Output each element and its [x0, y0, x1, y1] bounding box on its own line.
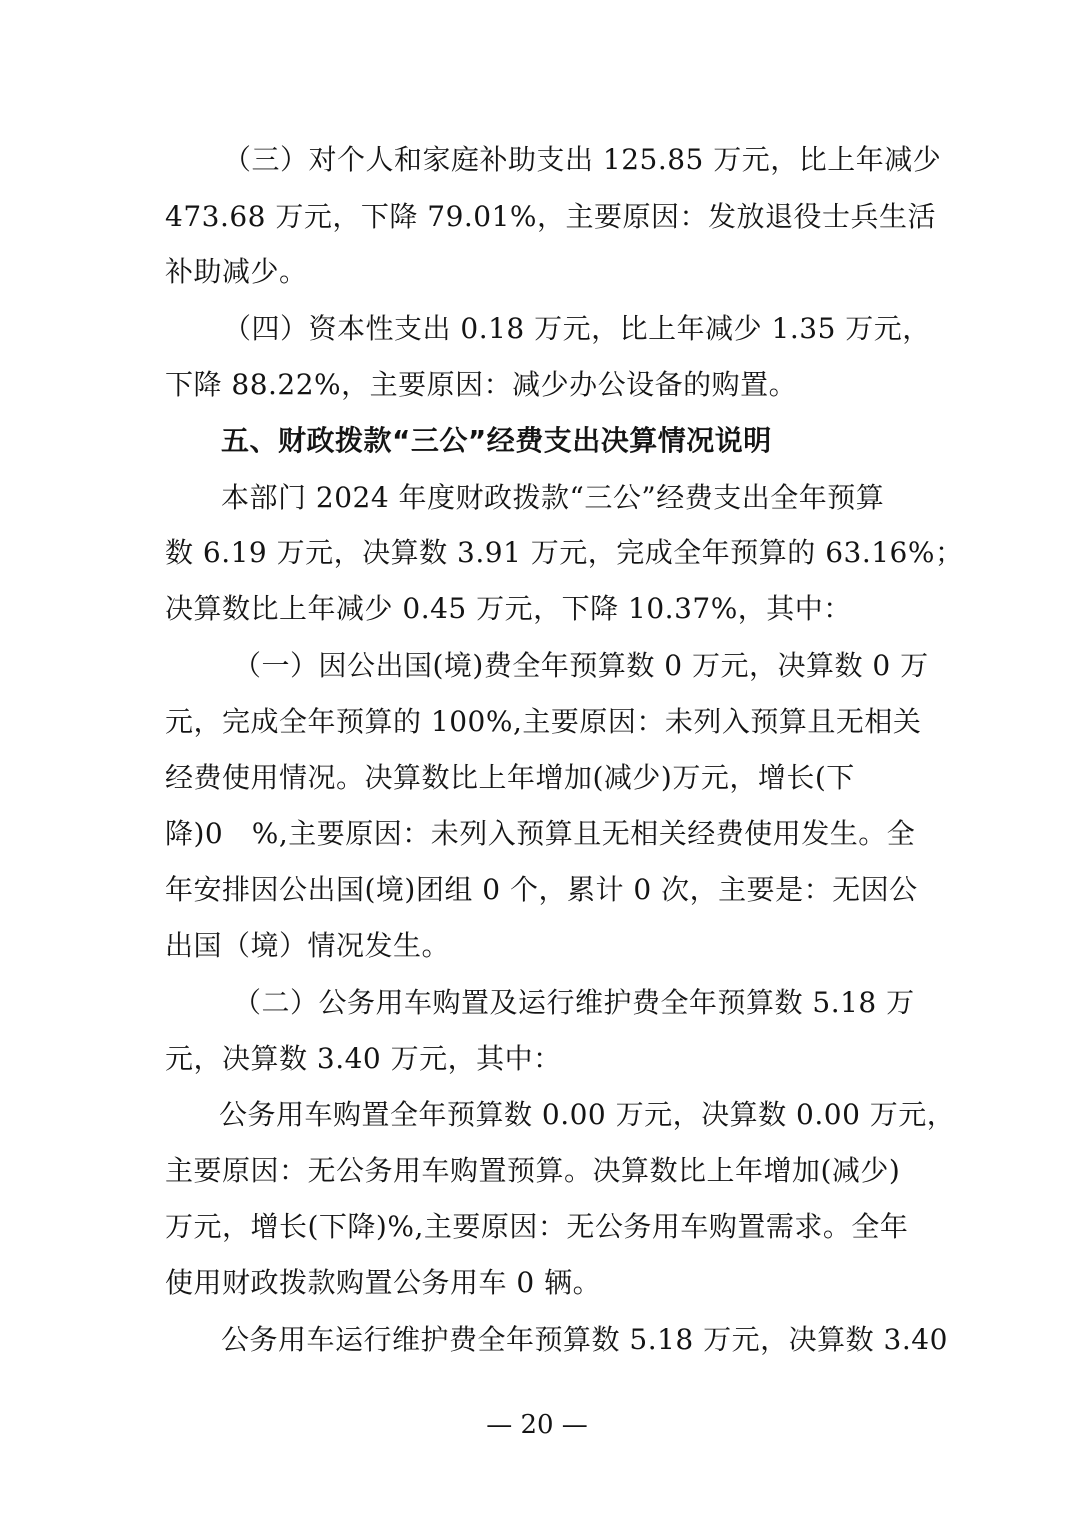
- paragraph-line: （一）因公出国(境)费全年预算数 0 万元，决算数 0 万: [233, 649, 929, 682]
- paragraph-line: （二）公务用车购置及运行维护费全年预算数 5.18 万: [233, 986, 915, 1019]
- paragraph-line: 出国（境）情况发生。: [165, 929, 451, 962]
- paragraph-line: 使用财政拨款购置公务用车 0 辆。: [165, 1266, 602, 1299]
- paragraph-line: 公务用车运行维护费全年预算数 5.18 万元，决算数 3.40: [221, 1323, 948, 1356]
- section-heading: 五、财政拨款“三公”经费支出决算情况说明: [221, 424, 772, 457]
- paragraph-line: 主要原因：无公务用车购置预算。决算数比上年增加(减少): [165, 1154, 901, 1187]
- paragraph-line: 元，完成全年预算的 100%,主要原因：未列入预算且无相关: [165, 705, 922, 738]
- paragraph-line: 数 6.19 万元，决算数 3.91 万元，完成全年预算的 63.16%；: [165, 536, 964, 569]
- paragraph-line: 万元，增长(下降)%,主要原因：无公务用车购置需求。全年: [165, 1210, 909, 1243]
- page-number: — 20 —: [486, 1410, 588, 1440]
- paragraph-line: 年安排因公出国(境)团组 0 个，累计 0 次，主要是：无因公: [165, 873, 918, 906]
- paragraph-line: 经费使用情况。决算数比上年增加(减少)万元，增长(下: [165, 761, 855, 794]
- paragraph-line: 元，决算数 3.40 万元，其中：: [165, 1042, 562, 1075]
- paragraph-line: 473.68 万元，下降 79.01%，主要原因：发放退役士兵生活: [165, 200, 937, 233]
- paragraph-line: 下降 88.22%，主要原因：减少办公设备的购置。: [165, 368, 798, 401]
- paragraph-line: 本部门 2024 年度财政拨款“三公”经费支出全年预算: [221, 481, 885, 514]
- paragraph-line: （三）对个人和家庭补助支出 125.85 万元，比上年减少: [223, 143, 942, 176]
- paragraph-line: （四）资本性支出 0.18 万元，比上年减少 1.35 万元，: [223, 312, 931, 345]
- paragraph-line: 公务用车购置全年预算数 0.00 万元，决算数 0.00 万元，: [219, 1098, 956, 1131]
- paragraph-line: 补助减少。: [165, 255, 308, 288]
- paragraph-line: 决算数比上年减少 0.45 万元，下降 10.37%，其中：: [165, 592, 852, 625]
- paragraph-line: 降)0 %,主要原因：未列入预算且无相关经费使用发生。全: [165, 817, 916, 850]
